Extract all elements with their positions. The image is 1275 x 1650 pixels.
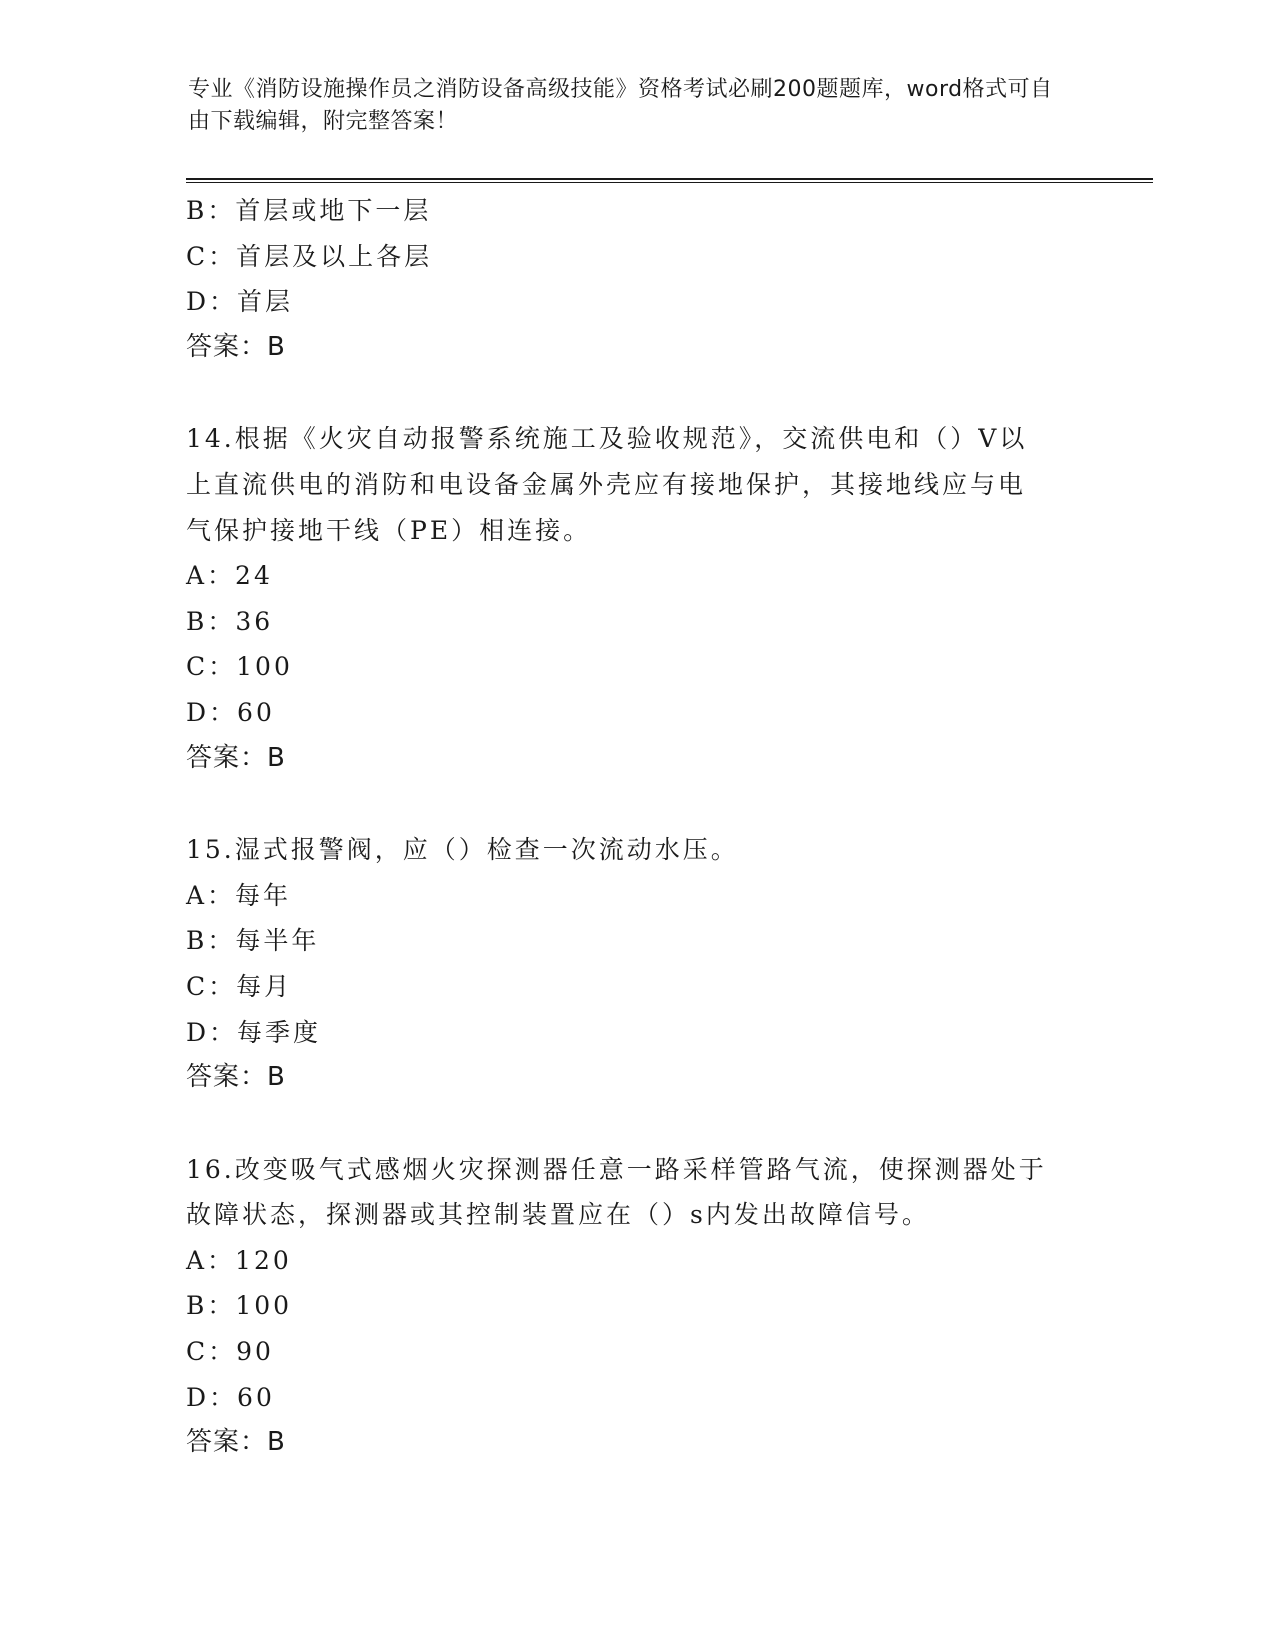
question-text-line: 故障状态，探测器或其控制装置应在（）s内发出故障信号。 xyxy=(186,1200,930,1230)
question-block-16 xyxy=(186,1147,1086,1466)
question-block-15 xyxy=(186,827,1086,1101)
option-c: C：首层及以上各层 xyxy=(186,241,433,271)
option-a: A：每年 xyxy=(186,880,292,910)
header-divider xyxy=(186,178,1153,183)
question-text-line: 16.改变吸气式感烟火灾探测器任意一路采样管路气流，使探测器处于 xyxy=(186,1154,1047,1184)
option-b: B：36 xyxy=(186,606,274,636)
option-b: B：首层或地下一层 xyxy=(186,196,432,225)
question-block-14 xyxy=(186,416,1086,781)
page-header: 专业《消防设施操作员之消防设备高级技能》资格考试必刷200题题库，word格式可自由下载编辑，附完整答案！ xyxy=(188,77,1053,134)
spacer xyxy=(186,1101,1086,1147)
option-d: D：首层 xyxy=(186,287,294,317)
option-c: C：90 xyxy=(186,1337,274,1367)
option-a: A：24 xyxy=(186,561,273,591)
question-text-line: 气保护接地干线（PE）相连接。 xyxy=(186,515,592,545)
option-c: C：100 xyxy=(186,652,293,682)
answer-line: 答案：B xyxy=(186,1062,286,1093)
question-text-line: 14.根据《火灾自动报警系统施工及验收规范》，交流供电和（）V以 xyxy=(186,424,1028,454)
option-d: D：60 xyxy=(186,1382,275,1412)
option-c: C：每月 xyxy=(186,971,293,1001)
question-list xyxy=(186,188,1086,1466)
answer-line: 答案：B xyxy=(186,331,286,362)
answer-line: 答案：B xyxy=(186,1427,286,1458)
spacer xyxy=(186,370,1086,416)
option-b: B：每半年 xyxy=(186,926,320,956)
option-d: D：60 xyxy=(186,697,275,727)
spacer xyxy=(186,781,1086,827)
question-text-line: 15.湿式报警阀，应（）检查一次流动水压。 xyxy=(186,835,739,865)
question-text-line: 上直流供电的消防和电设备金属外壳应有接地保护，其接地线应与电 xyxy=(186,469,1027,499)
answer-line: 答案：B xyxy=(186,742,286,773)
option-a: A：120 xyxy=(186,1245,292,1275)
option-b: B：100 xyxy=(186,1291,293,1321)
question-block-carryover xyxy=(186,188,1086,370)
option-d: D：每季度 xyxy=(186,1017,322,1047)
